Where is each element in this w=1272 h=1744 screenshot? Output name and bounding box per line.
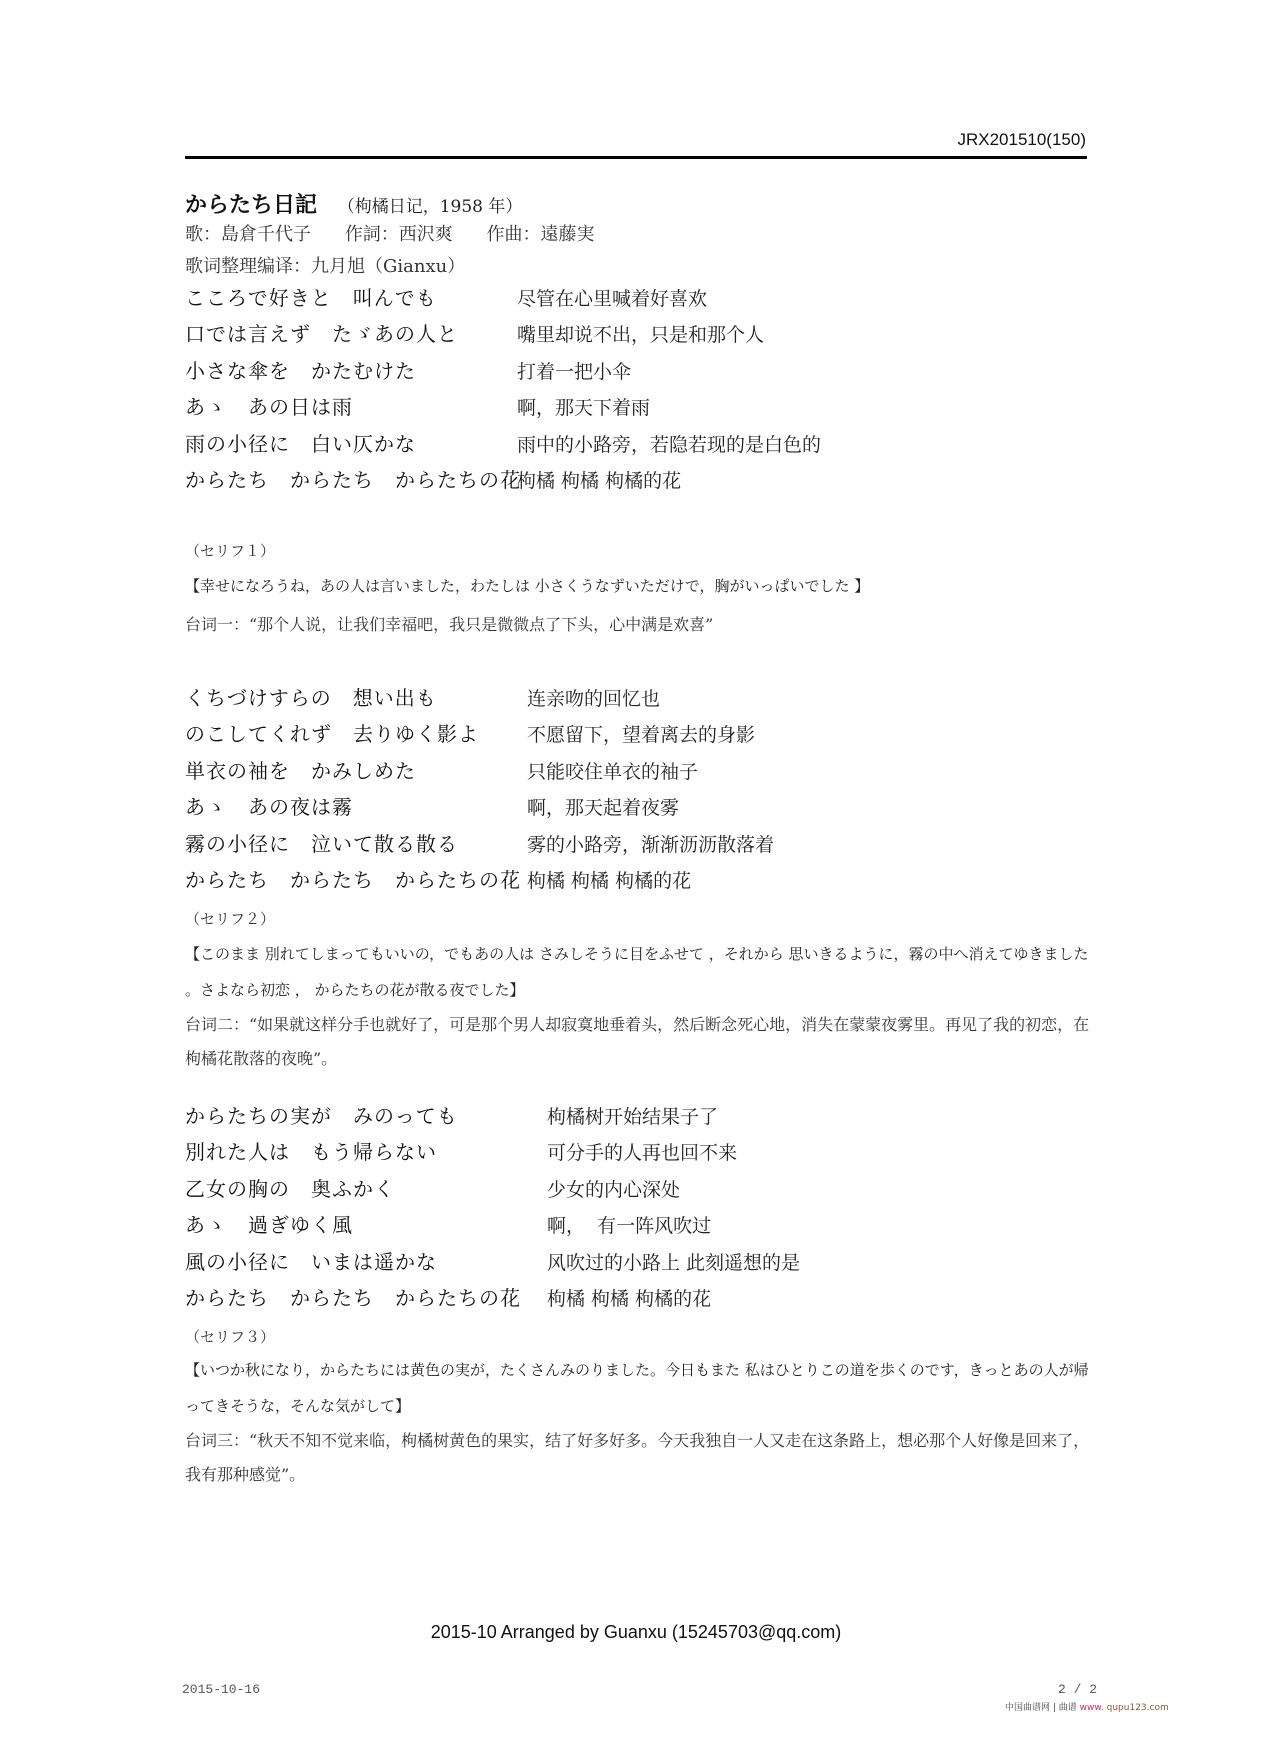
lyric-line	[185, 1135, 1085, 1172]
header-rule	[185, 156, 1087, 159]
lyric-line	[185, 280, 1085, 317]
lyric-jp: 風の小径に いまは遥かな	[185, 1249, 437, 1274]
lyric-cn: 可分手的人再也回不来	[547, 1142, 738, 1164]
serif-label: （セリフ１）	[185, 542, 276, 560]
arranger-credit: 歌词整理编译：九月旭（Gianxu）	[185, 256, 466, 277]
dialog-cn: 台词二：“如果就这样分手也就好了，可是那个男人却寂寞地垂着头，然后断念死心地，消失在蒙蒙夜雾里。再见了我的初恋，在枸橘花散落的夜晚”。	[185, 1015, 1090, 1068]
lyric-jp: 単衣の袖を かみしめた	[185, 758, 416, 783]
lyric-cn: 尽管在心里喊着好喜欢	[517, 287, 708, 310]
lyric-line	[185, 753, 1085, 790]
lyric-jp: のこしてくれず 去りゆく影よ	[185, 722, 479, 746]
lyric-line	[185, 390, 1085, 427]
lyric-line	[185, 426, 1085, 463]
lyric-line	[185, 863, 1085, 900]
lyric-cn: 连亲吻的回忆也	[527, 687, 661, 710]
lyric-jp: 霧の小径に 泣いて散る散る	[185, 831, 458, 856]
dialog-jp: 【幸せになろうね，あの人は言いました，わたしは 小さくうなずいただけで，胸がいっぱいでした 】	[185, 577, 870, 595]
lyric-cn: 啊，那天起着夜雾	[527, 797, 680, 819]
serif-label: （セリフ３）	[185, 1328, 276, 1346]
verse-3	[185, 1098, 1085, 1317]
lyric-line	[185, 317, 1085, 354]
lyric-line	[185, 463, 1085, 500]
verse-1	[185, 280, 1085, 499]
lyric-jp: からたち からたち からたちの花	[185, 468, 521, 492]
song-credits	[185, 220, 622, 246]
lyric-cn: 枸橘树开始结果子了	[547, 1105, 719, 1128]
lyric-line	[185, 353, 1085, 390]
lyricist-credit: 作詞：西沢爽	[344, 224, 453, 245]
lyric-cn: 只能咬住单衣的袖子	[527, 760, 699, 783]
dialog-cn: 台词一：“那个人说，让我们幸福吧，我只是微微点了下头，心中满是欢喜”	[185, 615, 714, 634]
lyric-jp: からたち からたち からたちの花	[185, 868, 521, 892]
watermark-text: 中国曲谱网 | 曲谱	[1005, 1703, 1077, 1713]
site-watermark	[1005, 1700, 1169, 1713]
lyric-jp: あゝ あの夜は霧	[185, 795, 353, 819]
lyric-jp: 雨の小径に 白い仄かな	[185, 431, 416, 456]
footer-date: 2015-10-16	[182, 1682, 261, 1697]
verse-2	[185, 680, 1085, 899]
lyric-jp: からたちの実が みのっても	[185, 1103, 458, 1128]
serif-label: （セリフ２）	[185, 910, 276, 928]
song-title: からたち日記	[185, 193, 318, 218]
lyric-cn: 枸橘 枸橘 枸橘的花	[527, 870, 692, 892]
lyric-jp: あゝ 過ぎゆく風	[185, 1213, 353, 1237]
lyric-line	[185, 790, 1085, 827]
lyric-cn: 嘴里却说不出，只是和那个人	[517, 324, 765, 346]
lyric-line	[185, 1171, 1085, 1208]
lyric-line	[185, 1208, 1085, 1245]
lyric-jp: 別れた人は もう帰らない	[185, 1140, 437, 1164]
dialog-cn: 台词三：“秋天不知不觉来临，枸橘树黄色的果实，结了好多好多。今天我独自一人又走在这条路上，想必那个人好像是回来了，我有那种感觉”。	[185, 1431, 1090, 1484]
lyric-jp: くちづけすらの 想い出も	[185, 685, 437, 710]
lyric-line	[185, 826, 1085, 863]
lyric-line	[185, 717, 1085, 754]
lyric-line	[185, 680, 1085, 717]
lyric-line	[185, 1098, 1085, 1135]
lyric-jp: あゝ あの日は雨	[185, 395, 353, 419]
lyric-cn: 打着一把小伞	[517, 360, 632, 383]
lyric-cn: 风吹过的小路上 此刻遥想的是	[547, 1251, 801, 1274]
lyric-line	[185, 1281, 1085, 1318]
dialog-jp: 【いつか秋になり，からたちには黄色の実が，たくさんみのりました。今日もまた 私はひとりこの道を歩くのです，きっとあの人が帰ってきそうな，そんな気がして】	[185, 1361, 1089, 1415]
lyric-cn: 啊，那天下着雨	[517, 397, 651, 419]
page-number: 2 / 2	[1058, 1682, 1098, 1697]
lyric-jp: からたち からたち からたちの花	[185, 1286, 521, 1310]
watermark-text: qupu123.com	[1106, 1703, 1169, 1713]
song-subtitle: （枸橘日记，1958 年）	[337, 197, 523, 217]
composer-credit: 作曲：遠藤実	[486, 224, 595, 245]
lyric-cn: 枸橘 枸橘 枸橘的花	[517, 470, 682, 492]
lyric-cn: 雾的小路旁，渐渐沥沥散落着	[527, 833, 775, 856]
watermark-text: www.	[1079, 1703, 1104, 1713]
lyric-jp: 口では言えず たゞあの人と	[185, 322, 458, 346]
document-code: JRX201510(150)	[957, 130, 1086, 149]
lyric-cn: 啊， 有一阵风吹过	[547, 1215, 712, 1237]
lyric-jp: 小さな傘を かたむけた	[185, 358, 416, 383]
footer-credit: 2015-10 Arranged by Guanxu (15245703@qq.com)	[430, 1622, 842, 1642]
lyric-cn: 雨中的小路旁，若隐若现的是白色的	[517, 433, 822, 456]
singer-credit: 歌：島倉千代子	[185, 224, 311, 245]
lyric-jp: 乙女の胸の 奥ふかく	[185, 1176, 395, 1201]
lyric-cn: 枸橘 枸橘 枸橘的花	[547, 1288, 712, 1310]
song-title-line	[185, 188, 522, 219]
lyric-jp: こころで好きと 叫んでも	[185, 285, 437, 310]
lyric-cn: 少女的内心深处	[547, 1178, 681, 1201]
lyric-line	[185, 1244, 1085, 1281]
dialog-jp: 【このまま 別れてしまってもいいの，でもあの人は さみしそうに目をふせて ，それから 思いきるように，霧の中へ消えてゆきました 。さよなら初恋 ， からたちの花が散る夜でした】	[185, 945, 1089, 999]
lyric-cn: 不愿留下，望着离去的身影	[527, 724, 756, 746]
